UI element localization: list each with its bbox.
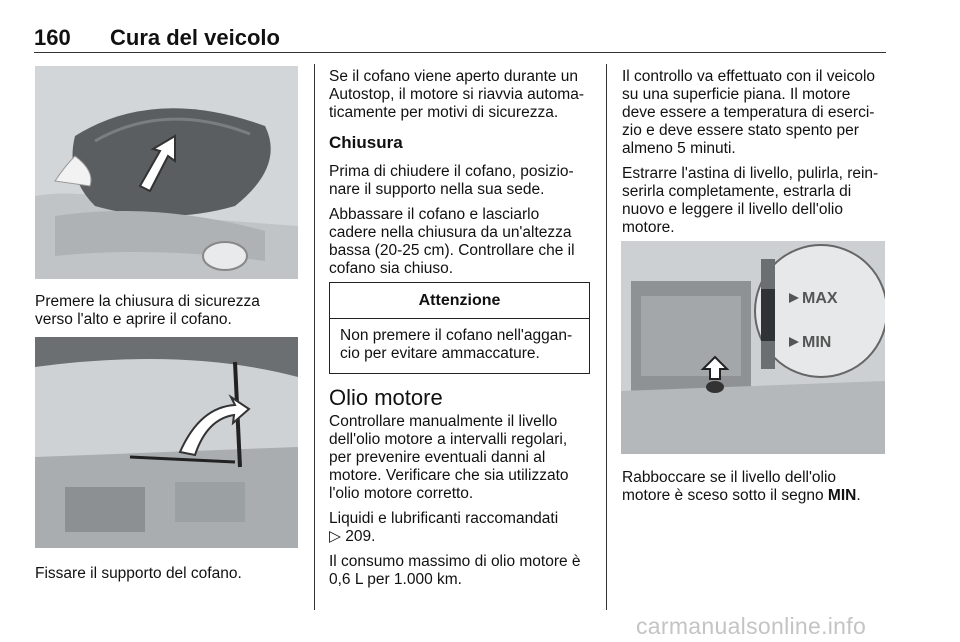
oil-check-text-2-line-3: nuovo e leggere il livello dell'olio xyxy=(622,201,843,218)
closing-text-1-line-2: nare il supporto nella sua sede. xyxy=(329,181,545,198)
column-divider-right xyxy=(606,64,607,610)
dipstick-min-label: MIN xyxy=(802,334,832,351)
closing-text-1-line-1: Prima di chiudere il cofano, posizio- xyxy=(329,163,574,180)
oil-check-text-2-line-1: Estrarre l'astina di livello, pulirla, rein- xyxy=(622,165,879,182)
oil-text-2-line-1: Liquidi e lubrificanti raccomandati xyxy=(329,510,559,527)
oil-text-1-line-1: Controllare manualmente il livello xyxy=(329,413,558,430)
oil-text-2-line-2[interactable]: ▷ 209. xyxy=(329,528,376,545)
oil-check-text-2-line-4: motore. xyxy=(622,219,675,236)
caption-hood-release-line-2: verso l'alto e aprire il cofano. xyxy=(35,311,232,328)
column-divider-left xyxy=(314,64,315,610)
warning-box xyxy=(329,282,590,374)
oil-text-1-line-5: l'olio motore corretto. xyxy=(329,485,474,502)
closing-text-2-line-4: cofano sia chiuso. xyxy=(329,260,454,277)
oil-heading: Olio motore xyxy=(329,385,443,410)
dipstick-max-label: MAX xyxy=(802,290,838,307)
oil-check-text-1-line-2: su una superficie piana. Il motore xyxy=(622,86,851,103)
oil-text-3-line-1: Il consumo massimo di olio motore è xyxy=(329,553,581,570)
closing-text-2-line-2: cadere nella chiusura da un'altezza xyxy=(329,224,572,241)
top-up-text-prefix: motore è sceso sotto il segno xyxy=(622,487,828,504)
watermark: carmanualsonline.info xyxy=(636,613,867,639)
oil-check-text-1-line-5: almeno 5 minuti. xyxy=(622,140,736,157)
warning-title: Attenzione xyxy=(330,283,589,319)
top-up-text-line-1: Rabboccare se il livello dell'olio xyxy=(622,469,837,486)
closing-heading: Chiusura xyxy=(329,133,403,152)
hood-release-illustration xyxy=(35,66,298,279)
oil-text-3-line-2: 0,6 L per 1.000 km. xyxy=(329,571,462,588)
autostop-text-line-2: Autostop, il motore si riavvia automa- xyxy=(329,86,584,103)
oil-dipstick-illustration xyxy=(621,241,885,454)
warning-text-line-2: cio per evitare ammaccature. xyxy=(340,345,540,362)
warning-body xyxy=(330,319,589,371)
oil-check-text-1-line-3: deve essere a temperatura di eserci- xyxy=(622,104,875,121)
closing-text-2-line-1: Abbassare il cofano e lasciarlo xyxy=(329,206,540,223)
hood-support-illustration xyxy=(35,337,298,548)
top-up-text-line-2 xyxy=(622,487,861,505)
warning-text-line-1: Non premere il cofano nell'aggan- xyxy=(340,327,573,344)
autostop-text-line-3: ticamente per motivi di sicurezza. xyxy=(329,104,559,121)
closing-text-2-line-3: bassa (20-25 cm). Controllare che il xyxy=(329,242,575,259)
autostop-text-line-1: Se il cofano viene aperto durante un xyxy=(329,68,579,85)
oil-check-text-1-line-1: Il controllo va effettuato con il veicolo xyxy=(622,68,876,85)
page-number: 160 xyxy=(34,25,71,50)
min-mark-label: MIN xyxy=(827,487,857,504)
caption-hood-release-line-1: Premere la chiusura di sicurezza xyxy=(35,293,260,310)
caption-hood-support: Fissare il supporto del cofano. xyxy=(35,565,242,582)
chapter-title: Cura del veicolo xyxy=(110,25,280,50)
top-up-text-suffix: . xyxy=(856,487,861,504)
page-header xyxy=(34,22,886,53)
oil-check-text-1-line-4: zio e deve essere stato spento per xyxy=(622,122,859,139)
oil-text-1-line-4: motore. Verificare che sia utilizzato xyxy=(329,467,569,484)
oil-check-text-2-line-2: serirla completamente, estrarla di xyxy=(622,183,852,200)
oil-text-1-line-2: dell'olio motore a intervalli regolari, xyxy=(329,431,568,448)
oil-text-1-line-3: per prevenire eventuali danni al xyxy=(329,449,546,466)
